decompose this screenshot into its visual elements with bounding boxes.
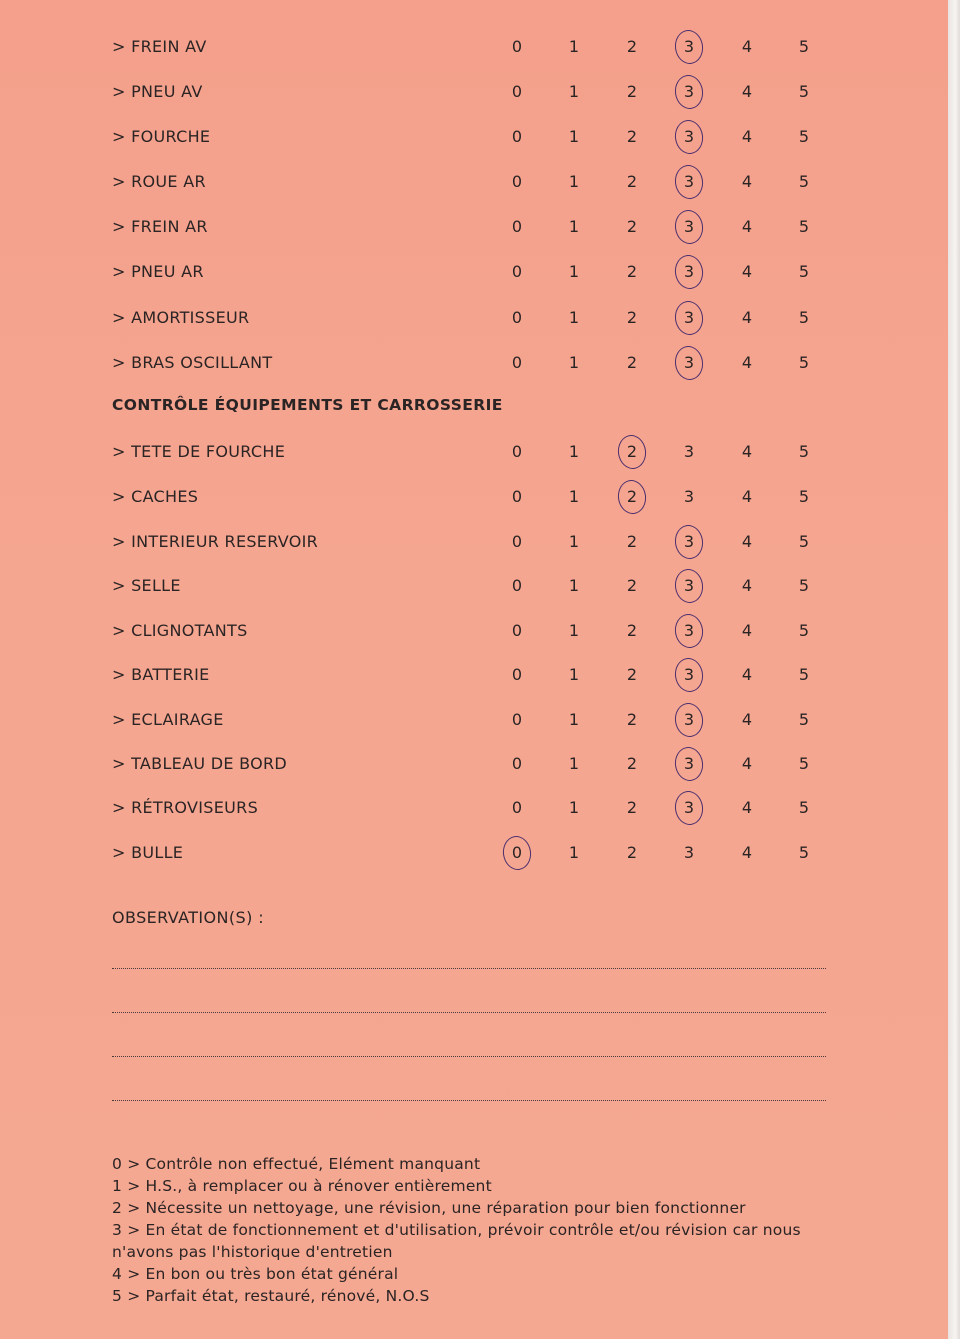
score-5[interactable]: 5 xyxy=(798,217,810,236)
score-1[interactable]: 1 xyxy=(568,798,580,817)
score-4[interactable]: 4 xyxy=(741,754,753,773)
paper-edge xyxy=(948,0,960,1339)
legend-line: 5 > Parfait état, restauré, rénové, N.O.S xyxy=(112,1287,430,1305)
score-2[interactable]: 2 xyxy=(626,127,638,146)
score-2[interactable]: 2 xyxy=(626,621,638,640)
score-5[interactable]: 5 xyxy=(798,576,810,595)
score-3-circled[interactable]: 3 xyxy=(674,619,704,643)
observation-line[interactable] xyxy=(112,1100,826,1101)
score-4[interactable]: 4 xyxy=(741,308,753,327)
score-5[interactable]: 5 xyxy=(798,798,810,817)
score-0[interactable]: 0 xyxy=(511,798,523,817)
score-3-circled[interactable]: 3 xyxy=(674,260,704,284)
score-2[interactable]: 2 xyxy=(626,262,638,281)
score-0-circled[interactable]: 0 xyxy=(502,841,532,865)
score-4[interactable]: 4 xyxy=(741,442,753,461)
score-2[interactable]: 2 xyxy=(626,172,638,191)
score-5[interactable]: 5 xyxy=(798,710,810,729)
checklist-row xyxy=(112,215,832,239)
score-0[interactable]: 0 xyxy=(511,710,523,729)
observation-line[interactable] xyxy=(112,1056,826,1057)
observation-line[interactable] xyxy=(112,1012,826,1013)
score-3-circled[interactable]: 3 xyxy=(674,530,704,554)
checklist-row xyxy=(112,619,832,643)
score-1[interactable]: 1 xyxy=(568,217,580,236)
score-3-circled[interactable]: 3 xyxy=(674,80,704,104)
score-1[interactable]: 1 xyxy=(568,754,580,773)
checklist-row xyxy=(112,796,832,820)
score-3-circled[interactable]: 3 xyxy=(674,752,704,776)
score-0[interactable]: 0 xyxy=(511,754,523,773)
score-1[interactable]: 1 xyxy=(568,532,580,551)
score-3[interactable]: 3 xyxy=(683,442,695,461)
item-label: > BULLE xyxy=(112,843,184,862)
score-4[interactable]: 4 xyxy=(741,262,753,281)
score-0[interactable]: 0 xyxy=(511,487,523,506)
score-4[interactable]: 4 xyxy=(741,82,753,101)
score-5[interactable]: 5 xyxy=(798,127,810,146)
score-1[interactable]: 1 xyxy=(568,262,580,281)
rating-legend xyxy=(112,1153,832,1307)
score-5[interactable]: 5 xyxy=(798,843,810,862)
item-label: > BRAS OSCILLANT xyxy=(112,353,273,372)
checklist-row xyxy=(112,35,832,59)
item-label: > TABLEAU DE BORD xyxy=(112,754,288,773)
score-4[interactable]: 4 xyxy=(741,487,753,506)
score-2[interactable]: 2 xyxy=(626,576,638,595)
score-4[interactable]: 4 xyxy=(741,621,753,640)
score-2[interactable]: 2 xyxy=(626,353,638,372)
item-label: > TETE DE FOURCHE xyxy=(112,442,286,461)
item-label: > CACHES xyxy=(112,487,199,506)
score-4[interactable]: 4 xyxy=(741,665,753,684)
score-1[interactable]: 1 xyxy=(568,353,580,372)
score-5[interactable]: 5 xyxy=(798,37,810,56)
score-4[interactable]: 4 xyxy=(741,798,753,817)
checklist-row xyxy=(112,574,832,598)
score-3-circled[interactable]: 3 xyxy=(674,708,704,732)
score-4[interactable]: 4 xyxy=(741,353,753,372)
score-5[interactable]: 5 xyxy=(798,621,810,640)
item-label: > BATTERIE xyxy=(112,665,210,684)
section-title: CONTRÔLE ÉQUIPEMENTS ET CARROSSERIE xyxy=(112,396,503,414)
score-2[interactable]: 2 xyxy=(626,308,638,327)
checklist-row xyxy=(112,530,832,554)
observations-label: OBSERVATION(S) : xyxy=(112,908,264,927)
score-4[interactable]: 4 xyxy=(741,172,753,191)
score-2[interactable]: 2 xyxy=(626,82,638,101)
score-2[interactable]: 2 xyxy=(626,532,638,551)
score-0[interactable]: 0 xyxy=(511,442,523,461)
checklist-row xyxy=(112,485,832,509)
checklist-row xyxy=(112,260,832,284)
score-0[interactable]: 0 xyxy=(511,621,523,640)
score-3-circled[interactable]: 3 xyxy=(674,796,704,820)
score-0[interactable]: 0 xyxy=(511,37,523,56)
score-3-circled[interactable]: 3 xyxy=(674,663,704,687)
checklist-row xyxy=(112,351,832,375)
score-5[interactable]: 5 xyxy=(798,172,810,191)
score-4[interactable]: 4 xyxy=(741,217,753,236)
score-1[interactable]: 1 xyxy=(568,37,580,56)
score-5[interactable]: 5 xyxy=(798,442,810,461)
checklist-row xyxy=(112,752,832,776)
score-5[interactable]: 5 xyxy=(798,353,810,372)
checklist-row xyxy=(112,170,832,194)
item-label: > FOURCHE xyxy=(112,127,211,146)
score-3-circled[interactable]: 3 xyxy=(674,574,704,598)
score-0[interactable]: 0 xyxy=(511,308,523,327)
checklist-row xyxy=(112,440,832,464)
legend-line: n'avons pas l'historique d'entretien xyxy=(112,1243,393,1261)
observation-line[interactable] xyxy=(112,968,826,969)
score-1[interactable]: 1 xyxy=(568,710,580,729)
score-2[interactable]: 2 xyxy=(626,754,638,773)
score-5[interactable]: 5 xyxy=(798,754,810,773)
item-label: > ROUE AR xyxy=(112,172,206,191)
score-4[interactable]: 4 xyxy=(741,576,753,595)
item-label: > SELLE xyxy=(112,576,181,595)
item-label: > FREIN AV xyxy=(112,37,207,56)
score-2[interactable]: 2 xyxy=(626,665,638,684)
legend-line: 4 > En bon ou très bon état général xyxy=(112,1265,399,1283)
item-label: > PNEU AR xyxy=(112,262,204,281)
score-0[interactable]: 0 xyxy=(511,82,523,101)
score-0[interactable]: 0 xyxy=(511,217,523,236)
score-2-circled[interactable]: 2 xyxy=(617,440,647,464)
score-4[interactable]: 4 xyxy=(741,127,753,146)
score-1[interactable]: 1 xyxy=(568,621,580,640)
item-label: > INTERIEUR RESERVOIR xyxy=(112,532,319,551)
score-3-circled[interactable]: 3 xyxy=(674,306,704,330)
checklist-row xyxy=(112,841,832,865)
legend-line: 3 > En état de fonctionnement et d'utilisation, prévoir contrôle et/ou révision car nous xyxy=(112,1221,801,1239)
score-1[interactable]: 1 xyxy=(568,172,580,191)
score-3-circled[interactable]: 3 xyxy=(674,35,704,59)
score-0[interactable]: 0 xyxy=(511,127,523,146)
score-5[interactable]: 5 xyxy=(798,487,810,506)
score-3-circled[interactable]: 3 xyxy=(674,215,704,239)
item-label: > PNEU AV xyxy=(112,82,203,101)
score-0[interactable]: 0 xyxy=(511,665,523,684)
score-3[interactable]: 3 xyxy=(683,487,695,506)
score-1[interactable]: 1 xyxy=(568,308,580,327)
score-5[interactable]: 5 xyxy=(798,262,810,281)
score-2[interactable]: 2 xyxy=(626,843,638,862)
legend-line: 0 > Contrôle non effectué, Elément manquant xyxy=(112,1155,481,1173)
checklist-row xyxy=(112,708,832,732)
score-1[interactable]: 1 xyxy=(568,665,580,684)
score-5[interactable]: 5 xyxy=(798,308,810,327)
score-2[interactable]: 2 xyxy=(626,798,638,817)
item-label: > RÉTROVISEURS xyxy=(112,798,259,817)
score-0[interactable]: 0 xyxy=(511,172,523,191)
legend-line: 2 > Nécessite un nettoyage, une révision, une réparation pour bien fonctionner xyxy=(112,1199,746,1217)
score-3-circled[interactable]: 3 xyxy=(674,170,704,194)
score-5[interactable]: 5 xyxy=(798,532,810,551)
score-2-circled[interactable]: 2 xyxy=(617,485,647,509)
checklist-row xyxy=(112,80,832,104)
score-4[interactable]: 4 xyxy=(741,710,753,729)
score-4[interactable]: 4 xyxy=(741,37,753,56)
score-2[interactable]: 2 xyxy=(626,710,638,729)
item-label: > AMORTISSEUR xyxy=(112,308,250,327)
score-0[interactable]: 0 xyxy=(511,262,523,281)
checklist-row xyxy=(112,125,832,149)
legend-line: 1 > H.S., à remplacer ou à rénover entièrement xyxy=(112,1177,492,1195)
score-3-circled[interactable]: 3 xyxy=(674,125,704,149)
score-4[interactable]: 4 xyxy=(741,843,753,862)
item-label: > FREIN AR xyxy=(112,217,208,236)
score-1[interactable]: 1 xyxy=(568,442,580,461)
score-2[interactable]: 2 xyxy=(626,217,638,236)
score-0[interactable]: 0 xyxy=(511,576,523,595)
score-5[interactable]: 5 xyxy=(798,82,810,101)
score-0[interactable]: 0 xyxy=(511,532,523,551)
score-4[interactable]: 4 xyxy=(741,532,753,551)
checklist-row xyxy=(112,306,832,330)
score-3[interactable]: 3 xyxy=(683,843,695,862)
score-2[interactable]: 2 xyxy=(626,37,638,56)
score-1[interactable]: 1 xyxy=(568,487,580,506)
score-5[interactable]: 5 xyxy=(798,665,810,684)
item-label: > CLIGNOTANTS xyxy=(112,621,248,640)
score-1[interactable]: 1 xyxy=(568,843,580,862)
checklist-row xyxy=(112,663,832,687)
score-1[interactable]: 1 xyxy=(568,576,580,595)
score-3-circled[interactable]: 3 xyxy=(674,351,704,375)
score-1[interactable]: 1 xyxy=(568,82,580,101)
score-1[interactable]: 1 xyxy=(568,127,580,146)
score-0[interactable]: 0 xyxy=(511,353,523,372)
item-label: > ECLAIRAGE xyxy=(112,710,224,729)
